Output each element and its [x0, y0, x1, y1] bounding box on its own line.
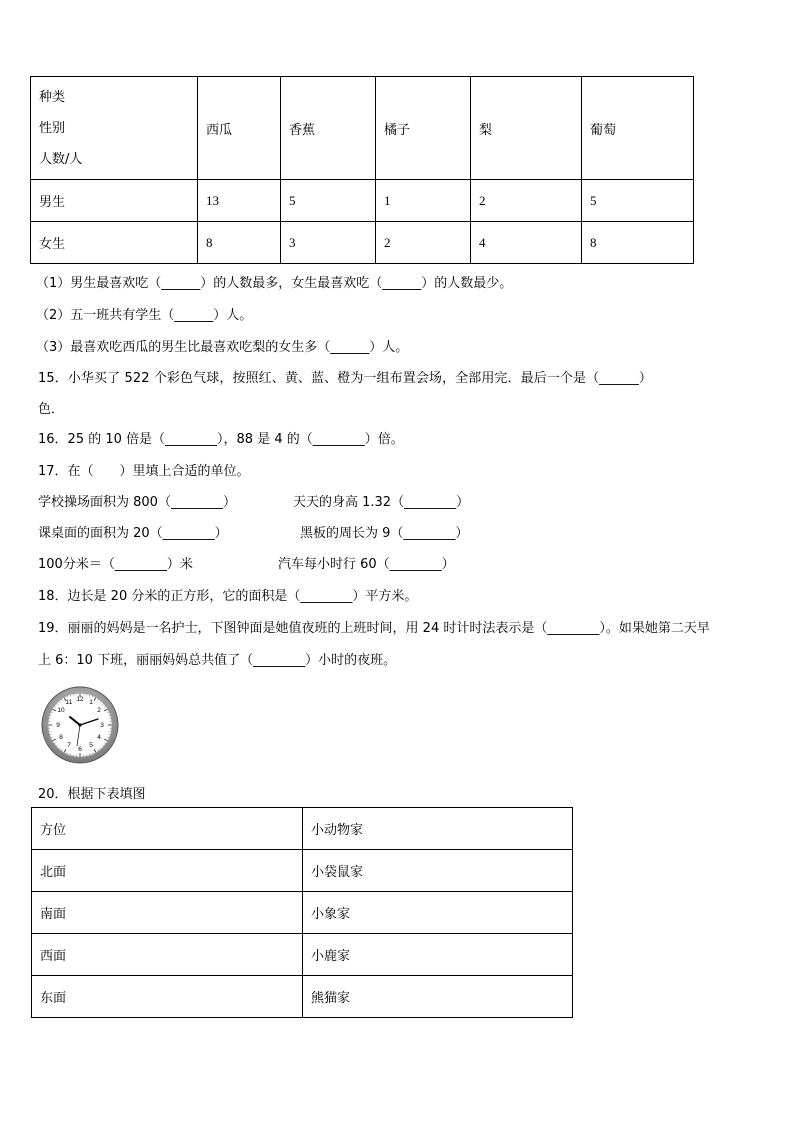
question-17: 17．在（ ）里填上合适的单位。 — [38, 464, 250, 479]
direction-table — [31, 807, 573, 1018]
table-cell: 2 — [471, 180, 582, 222]
question-16: 16．25 的 10 倍是（________），88 是 4 的（________）倍。 — [38, 432, 404, 447]
clock-number: 10 — [57, 707, 65, 714]
header-line-kind: 种类 — [39, 89, 66, 105]
question-17-b: 天天的身高 1.32（________） — [293, 495, 470, 510]
column-header: 梨 — [471, 77, 582, 180]
question-17-a: 学校操场面积为 800（________） — [38, 495, 236, 510]
question-14-3: （3）最喜欢吃西瓜的男生比最喜欢吃梨的女生多（______）人。 — [36, 340, 409, 355]
question-19-line2: 上 6：10 下班，丽丽妈妈总共值了（________）小时的夜班。 — [38, 653, 397, 668]
table-cell: 熊猫家 — [303, 976, 573, 1018]
column-header: 西瓜 — [198, 77, 281, 180]
table-row — [32, 850, 573, 892]
clock-number: 5 — [89, 742, 93, 749]
table-cell: 4 — [471, 222, 582, 264]
table-cell: 小动物家 — [303, 808, 573, 850]
table-row — [32, 976, 573, 1018]
table-cell: 北面 — [32, 850, 303, 892]
table-cell: 小袋鼠家 — [303, 850, 573, 892]
table-cell: 5 — [582, 180, 694, 222]
question-14-1: （1）男生最喜欢吃（______）的人数最多，女生最喜欢吃（______）的人数最少。 — [36, 276, 513, 291]
table-cell: 13 — [198, 180, 281, 222]
table-row — [31, 180, 694, 222]
column-header: 香蕉 — [281, 77, 376, 180]
table-cell: 2 — [376, 222, 471, 264]
header-line-count: 人数/人 — [39, 151, 83, 167]
table-cell: 小鹿家 — [303, 934, 573, 976]
clock-center — [78, 723, 81, 726]
question-15-line1: 15．小华买了 522 个彩色气球，按照红、黄、蓝、橙为一组布置会场，全部用完．最后一个是（______） — [38, 371, 652, 386]
clock-number: 12 — [76, 696, 84, 703]
clock-number: 9 — [56, 722, 60, 729]
clock-number: 7 — [67, 742, 71, 749]
header-line-gender: 性别 — [39, 120, 66, 136]
table-cell: 8 — [198, 222, 281, 264]
table-row — [31, 222, 694, 264]
question-17-c: 课桌面的面积为 20（________） — [38, 526, 228, 541]
clock-number: 6 — [78, 746, 82, 753]
table-cell: 3 — [281, 222, 376, 264]
table-row — [32, 892, 573, 934]
question-20: 20．根据下表填图 — [38, 787, 146, 802]
clock-number: 4 — [97, 734, 101, 741]
table-cell: 东面 — [32, 976, 303, 1018]
table-header-row — [31, 77, 694, 180]
fruit-preference-table — [30, 76, 694, 264]
diagonal-header-cell — [31, 77, 198, 180]
question-17-e: 100分米＝（________）米 — [38, 557, 193, 572]
question-17-f: 汽车每小时行 60（________） — [278, 557, 455, 572]
row-label: 女生 — [31, 222, 198, 264]
table-cell: 南面 — [32, 892, 303, 934]
clock-face — [40, 686, 120, 764]
question-14-2: （2）五一班共有学生（______）人。 — [36, 308, 253, 323]
table-cell: 5 — [281, 180, 376, 222]
clock-number: 1 — [89, 699, 93, 706]
clock-number: 2 — [97, 707, 101, 714]
table-cell: 西面 — [32, 934, 303, 976]
table-row — [32, 808, 573, 850]
column-header: 橘子 — [376, 77, 471, 180]
question-18: 18．边长是 20 分米的正方形，它的面积是（________）平方米。 — [38, 589, 418, 604]
question-17-d: 黑板的周长为 9（________） — [300, 526, 469, 541]
column-header: 葡萄 — [582, 77, 694, 180]
question-15-line2: 色． — [38, 402, 65, 417]
question-19-line1: 19．丽丽的妈妈是一名护士，下图钟面是她值夜班的上班时间，用 24 时计时法表示是（________）。如果她第二天早 — [38, 621, 710, 636]
clock-number: 8 — [59, 734, 63, 741]
table-cell: 方位 — [32, 808, 303, 850]
table-cell: 8 — [582, 222, 694, 264]
table-cell: 小象家 — [303, 892, 573, 934]
row-label: 男生 — [31, 180, 198, 222]
table-row — [32, 934, 573, 976]
clock-number: 11 — [65, 699, 73, 706]
clock-number: 3 — [100, 722, 104, 729]
table-cell: 1 — [376, 180, 471, 222]
